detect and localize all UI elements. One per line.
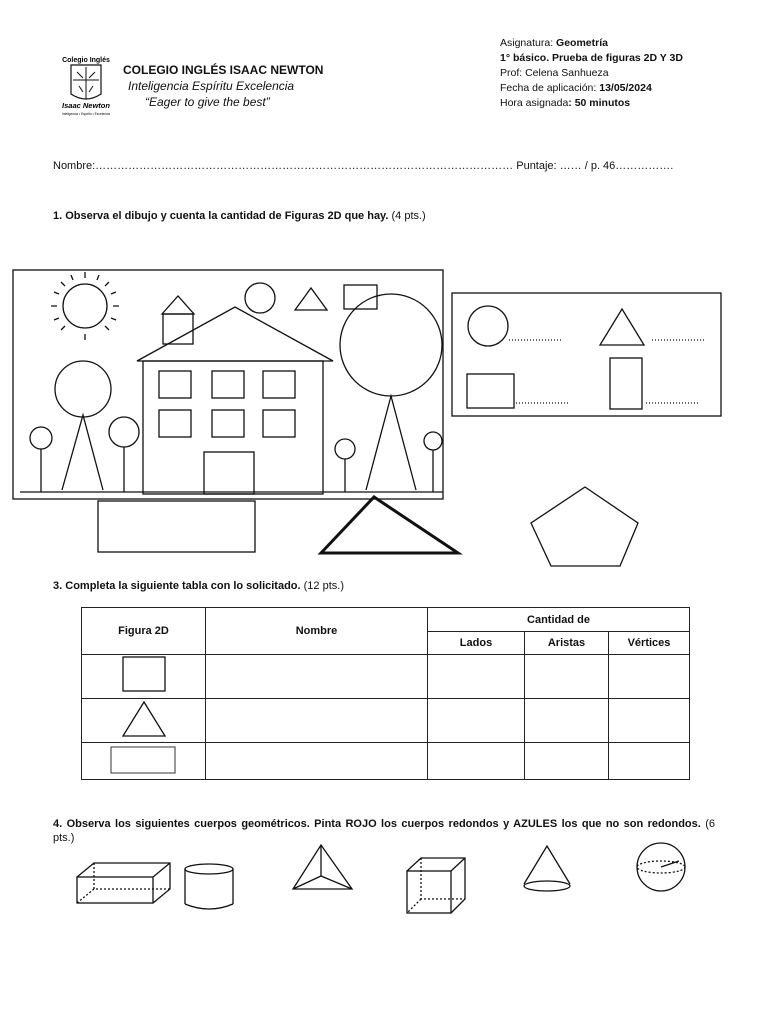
header-name: Nombre (206, 608, 428, 655)
school-motto: Inteligencia Espíritu Excelencia (128, 79, 295, 93)
edges-cell-2[interactable] (525, 699, 609, 743)
header-figure: Figura 2D (82, 608, 206, 655)
test-info (500, 36, 683, 111)
triangle-shape (295, 288, 327, 310)
big-triangle-shape (321, 497, 458, 553)
question-1: 1. Observa el dibujo y cuenta la cantidad de Figuras 2D que hay. (4 pts.) (53, 210, 426, 222)
shapes-drawing (0, 260, 768, 570)
house-body (143, 361, 323, 494)
table-row (82, 655, 690, 699)
question-3: 3. Completa la siguiente tabla con lo solicitado. (12 pts.) (53, 580, 344, 592)
header-vertices: Vértices (609, 632, 690, 655)
time-line: Hora asignada: 50 minutos (500, 97, 631, 109)
square-figure (118, 655, 170, 695)
shape-count-box (452, 293, 721, 416)
name-cell-3[interactable] (206, 743, 428, 780)
shapes-table (81, 607, 690, 780)
pyramid-icon (293, 845, 352, 889)
question-4: 4. Observa los siguientes cuerpos geométricos. Pinta ROJO los cuerpos redondos y AZULES los que no son redondos. (6 pts.) (53, 818, 715, 844)
school-slogan: “Eager to give the best” (145, 95, 270, 109)
name-cell-1[interactable] (206, 655, 428, 699)
school-name: COLEGIO INGLÉS ISAAC NEWTON (123, 63, 324, 77)
logo-tagline: Inteligencia • Espíritu • Excelencia (61, 112, 111, 116)
rectangle-shape (98, 501, 255, 552)
table-row (82, 699, 690, 743)
sides-cell-2[interactable] (428, 699, 525, 743)
rectangle-figure (109, 744, 179, 776)
cube-icon (407, 858, 465, 913)
house-door (204, 452, 254, 494)
date-line: Fecha de aplicación: 13/05/2024 (500, 82, 652, 94)
house-roof (137, 307, 333, 361)
logo-bottom-text: Isaac Newton (62, 101, 110, 110)
school-block (123, 62, 323, 110)
student-name-line: Nombre:…………………………………………………………………………………………………… Puntaje: …… / p. 46……………. (53, 160, 674, 172)
sphere-icon (637, 843, 685, 891)
tree-top-left (55, 361, 111, 417)
sun-icon (51, 272, 119, 340)
school-logo (53, 54, 119, 116)
vertices-cell-2[interactable] (609, 699, 690, 743)
cylinder-icon (185, 864, 233, 909)
name-cell-2[interactable] (206, 699, 428, 743)
pentagon-shape (531, 487, 638, 566)
test-title: 1° básico. Prueba de figuras 2D Y 3D (500, 52, 683, 64)
header-quantity: Cantidad de (428, 608, 690, 632)
circle-shape (245, 283, 275, 313)
subject-line: Asignatura: Geometría (500, 37, 608, 49)
rectangular-prism-icon (77, 863, 170, 903)
cone-icon (524, 846, 570, 891)
vertices-cell-3[interactable] (609, 743, 690, 780)
table-row (82, 743, 690, 780)
teacher-line: Prof: Celena Sanhueza (500, 67, 609, 79)
header-edges: Aristas (525, 632, 609, 655)
sides-cell-1[interactable] (428, 655, 525, 699)
logo-top-text: Colegio Inglés (62, 57, 110, 64)
tree-top-right (340, 294, 442, 396)
edges-cell-3[interactable] (525, 743, 609, 780)
header-sides: Lados (428, 632, 525, 655)
edges-cell-1[interactable] (525, 655, 609, 699)
sides-cell-3[interactable] (428, 743, 525, 780)
solids-drawing (0, 840, 768, 920)
house-scene-frame (13, 270, 443, 499)
chimney-roof (162, 296, 194, 314)
triangle-figure (118, 699, 170, 739)
chimney (163, 314, 193, 344)
vertices-cell-1[interactable] (609, 655, 690, 699)
